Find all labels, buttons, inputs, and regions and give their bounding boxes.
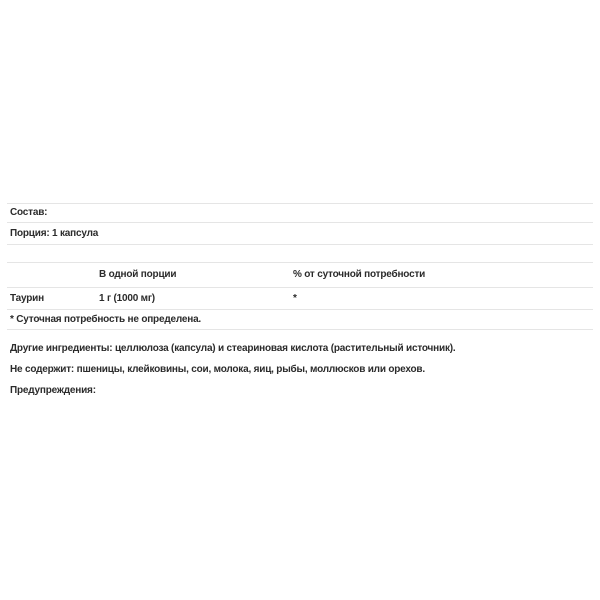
nutrient-amount: 1 г (1000 мг)	[99, 293, 155, 304]
composition-label: Состав:	[7, 203, 593, 222]
header-daily-value: % от суточной потребности	[293, 269, 426, 280]
other-ingredients-note: Другие ингредиенты: целлюлоза (капсула) и стеариновая кислота (растительный источник).	[10, 343, 456, 354]
table-row	[7, 287, 593, 309]
nutrient-name: Таурин	[10, 293, 44, 304]
facts-table-header-row	[7, 262, 593, 287]
warnings-label: Предупреждения:	[10, 385, 96, 396]
allergen-free-note: Не содержит: пшеницы, клейковины, сои, молока, яиц, рыбы, моллюсков или орехов.	[10, 364, 425, 375]
spacer	[7, 245, 593, 262]
table-footnote: * Суточная потребность не определена.	[7, 309, 593, 330]
notes-section	[7, 330, 593, 401]
serving-size: Порция: 1 капсула	[7, 222, 593, 245]
facts-table	[7, 262, 593, 330]
nutrient-daily-value: *	[293, 293, 297, 304]
header-per-serving: В одной порции	[99, 269, 177, 280]
supplement-facts-panel	[7, 203, 593, 401]
